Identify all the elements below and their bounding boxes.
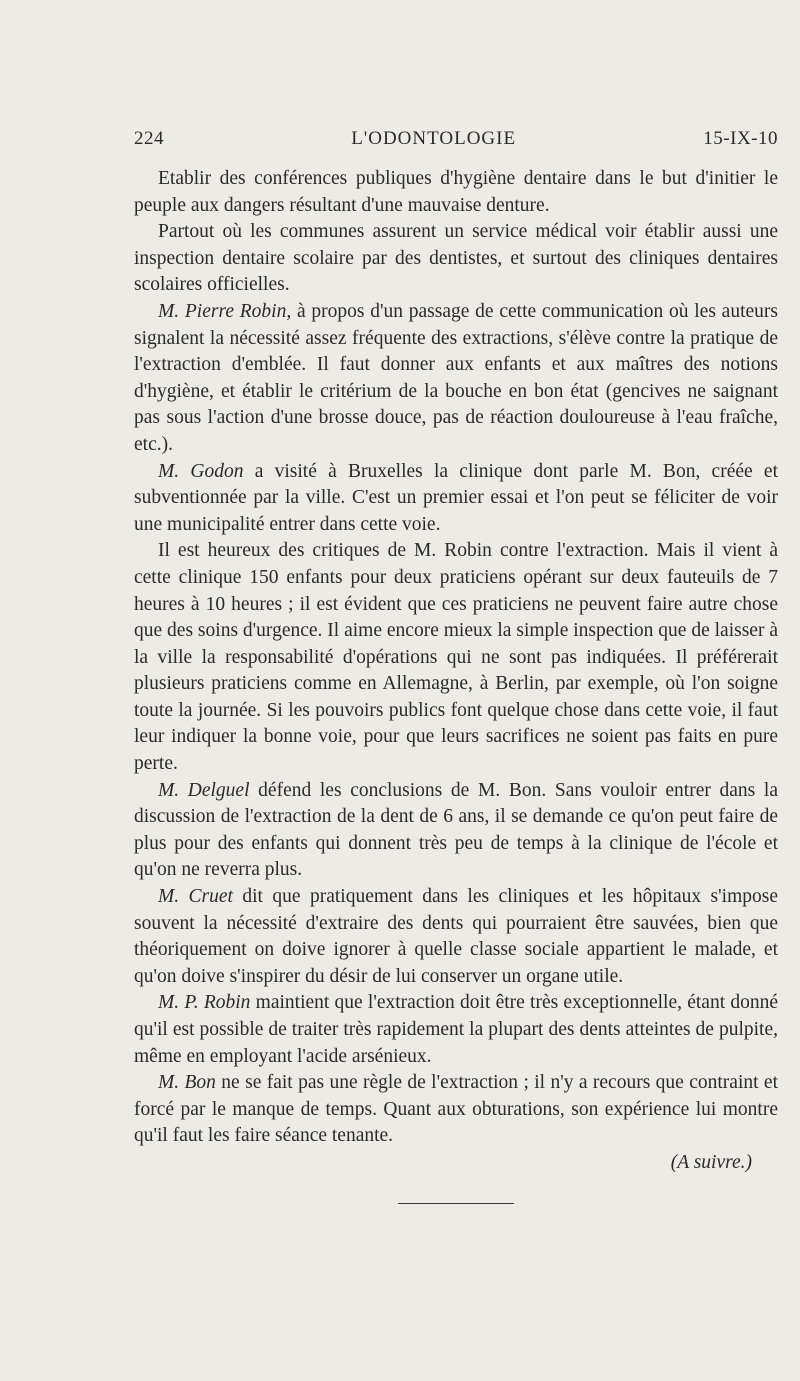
speaker-name: M. Cruet <box>158 886 233 908</box>
continuation-note: (A suivre.) <box>670 1151 752 1173</box>
paragraph: M. P. Robin maintient que l'extraction doit être très exceptionnelle, étant donné qu'il est possible de traiter très rapidement la plupart des dents atteintes de pulpite, même en employant l'acide arsénieux. <box>134 992 779 1067</box>
paragraph: M. Delguel défend les conclusions de M. Bon. Sans vouloir entrer dans la discussion de l'extraction de la dent de 6 ans, il se demande ce qu'on peut faire de plus pour des enfants qui donnent très peu de temps à la clinique de l'école et qu'on ne reverra plus. <box>134 779 778 881</box>
end-rule <box>398 1203 514 1204</box>
paragraph: M. Godon a visité à Bruxelles la clinique dont parle M. Bon, créée et subventionnée par la ville. C'est un premier essai et l'on peut se féliciter de voir une municipalité entrer dans cette voie. <box>134 460 778 535</box>
speaker-name: M. Godon <box>158 460 244 482</box>
paragraph: Il est heureux des critiques de M. Robin contre l'extraction. Mais il vient à cette clinique 150 enfants pour deux praticiens opérant sur deux fauteuils de 7 heures à 10 heures ; il est évident que ces praticiens ne peuvent faire autre chose que des soins d'urgence. Il aime encore mieux la simple inspection que de laisser à la ville la responsabilité d'opérations qui ne sont pas indiquées. Il préférerait plusieurs praticiens comme en Allemagne, à Berlin, par exemple, où l'on soigne toute la journée. Si les pouvoirs publics font quelque chose dans cette voie, il faut leur indiquer la bonne voie, pour que leurs sacrifices ne soient pas faits en pure perte. <box>134 540 778 775</box>
paragraph: Etablir des conférences publiques d'hygiène dentaire dans le but d'initier le peuple aux dangers résultant d'une mauvaise denture. <box>134 168 778 216</box>
paragraph: M. Bon ne se fait pas une règle de l'extraction ; il n'y a recours que contraint et forcé par le manque de temps. Quant aux obturations, son expérience lui montre qu'il faut les faire séance tenante. <box>134 1072 778 1147</box>
speaker-name: M. Bon <box>158 1072 216 1094</box>
paragraph: M. Cruet dit que pratiquement dans les cliniques et les hôpitaux s'impose souvent la nécessité d'extraire des dents qui pourraient être sauvées, bien que théoriquement on doive ignorer à quelle classe sociale appartient le malade, et qu'on doive s'inspirer du désir de lui conserver un organe utile. <box>134 886 778 987</box>
page-number: 224 <box>134 128 164 149</box>
speaker-name: M. Pierre Robin, <box>158 300 292 322</box>
article-body <box>134 166 778 1177</box>
paragraph: Partout où les communes assurent un service médical voir établir aussi une inspection dentaire scolaire par des dentistes, et surtout des cliniques dentaires scolaires officielles. <box>134 221 778 296</box>
running-head <box>134 128 778 150</box>
journal-title: L'ODONTOLOGIE <box>351 128 517 149</box>
paragraph: M. Pierre Robin, à propos d'un passage de cette communication où les auteurs signalent la nécessité assez fréquente des extractions, s'élève contre la pratique de l'extraction d'emblée. Il faut donner aux enfants et aux maîtres des notions d'hygiène, et établir le critérium de la bouche en bon état (gencives ne saignant pas sous l'action d'une brosse douce, pas de réaction douloureuse à l'eau fraîche, etc.). <box>134 300 778 455</box>
speaker-name: M. P. Robin <box>158 992 251 1014</box>
speaker-name: M. Delguel <box>158 779 250 801</box>
issue-date: 15-IX-10 <box>703 128 778 149</box>
